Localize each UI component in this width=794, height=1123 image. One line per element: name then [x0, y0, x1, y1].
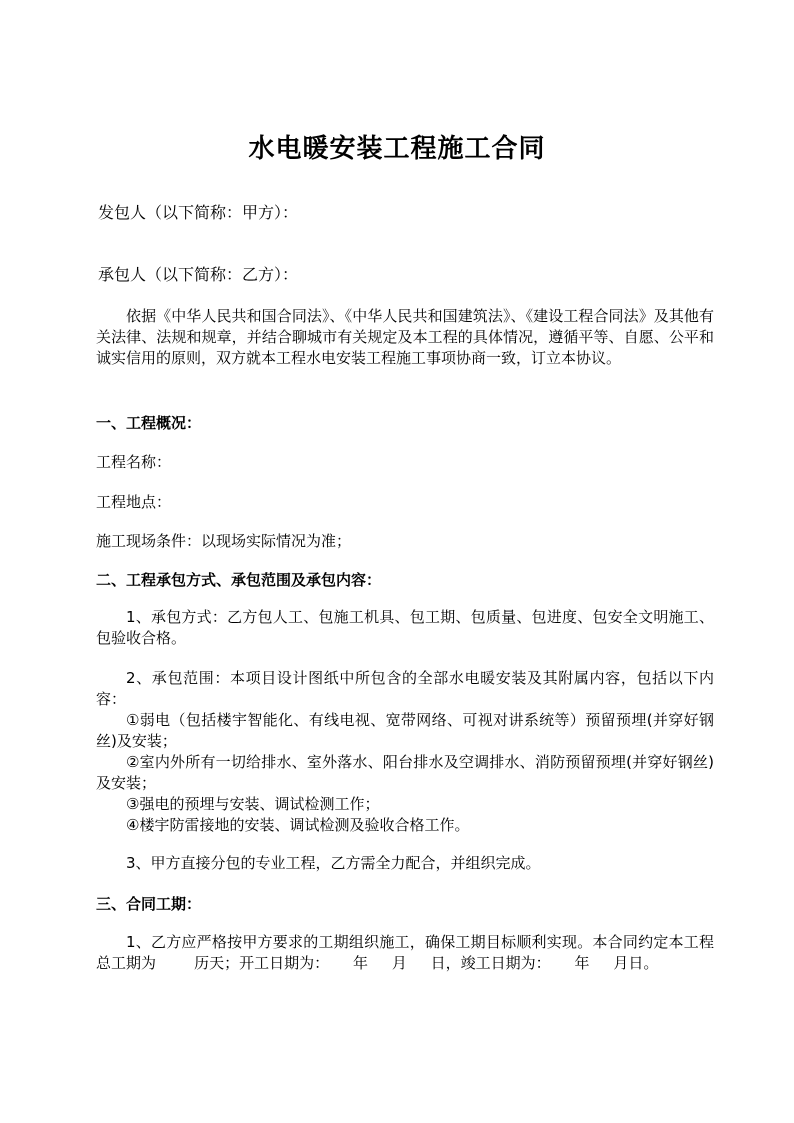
- section2-item2-c: ③强电的预埋与安装、调试检测工作；: [126, 795, 380, 813]
- section2-item1: 1、承包方式：乙方包人工、包施工机具、包工期、包质量、包进度、包安全文明施工、包验收合格。: [96, 608, 714, 647]
- section3-item1: 1、乙方应严格按甲方要求的工期组织施工，确保工期目标顺利实现。本合同约定本工程总工期为 历天；开工日期为： 年 月 日，竣工日期为： 年 月日。: [96, 933, 714, 972]
- section1-heading: 一、工程概况：: [96, 414, 202, 432]
- party-a-line: 发包人（以下简称：甲方）：: [98, 203, 299, 222]
- section2-item2-intro: 2、承包范围：本项目设计图纸中所包含的全部水电暖安装及其附属内容，包括以下内容：: [96, 669, 714, 708]
- project-name-line: 工程名称：: [96, 453, 172, 471]
- section3-heading: 三、合同工期：: [96, 895, 202, 913]
- section2-item2-a: ①弱电（包括楼宇智能化、有线电视、宽带网络、可视对讲系统等）预留预埋(并穿好钢丝)及安装；: [96, 711, 714, 750]
- section2-item2-d: ④楼宇防雷接地的安装、调试检测及验收合格工作。: [126, 816, 470, 834]
- party-b-line: 承包人（以下简称：乙方）：: [98, 265, 299, 284]
- project-location-line: 工程地点：: [96, 493, 172, 511]
- section2-item3: 3、甲方直接分包的专业工程，乙方需全力配合，并组织完成。: [126, 854, 541, 872]
- section2-item2: [96, 668, 714, 836]
- document-title: 水电暖安装工程施工合同: [248, 134, 546, 164]
- section2-heading: 二、工程承包方式、承包范围及承包内容：: [96, 571, 382, 589]
- section2-item2-b: ②室内外所有一切给排水、室外落水、阳台排水及空调排水、消防预留预埋(并穿好钢丝)及安装；: [96, 753, 714, 792]
- site-condition-line: 施工现场条件：以现场实际情况为准；: [96, 532, 352, 550]
- preamble-paragraph: 依据《中华人民共和国合同法》、《中华人民共和国建筑法》、《建设工程合同法》及其他有关法律、法规和规章，并结合聊城市有关规定及本工程的具体情况，遵循平等、自愿、公平和诚实信用的原则，双方就本工程水电安装工程施工事项协商一致，订立本协议。: [96, 307, 714, 367]
